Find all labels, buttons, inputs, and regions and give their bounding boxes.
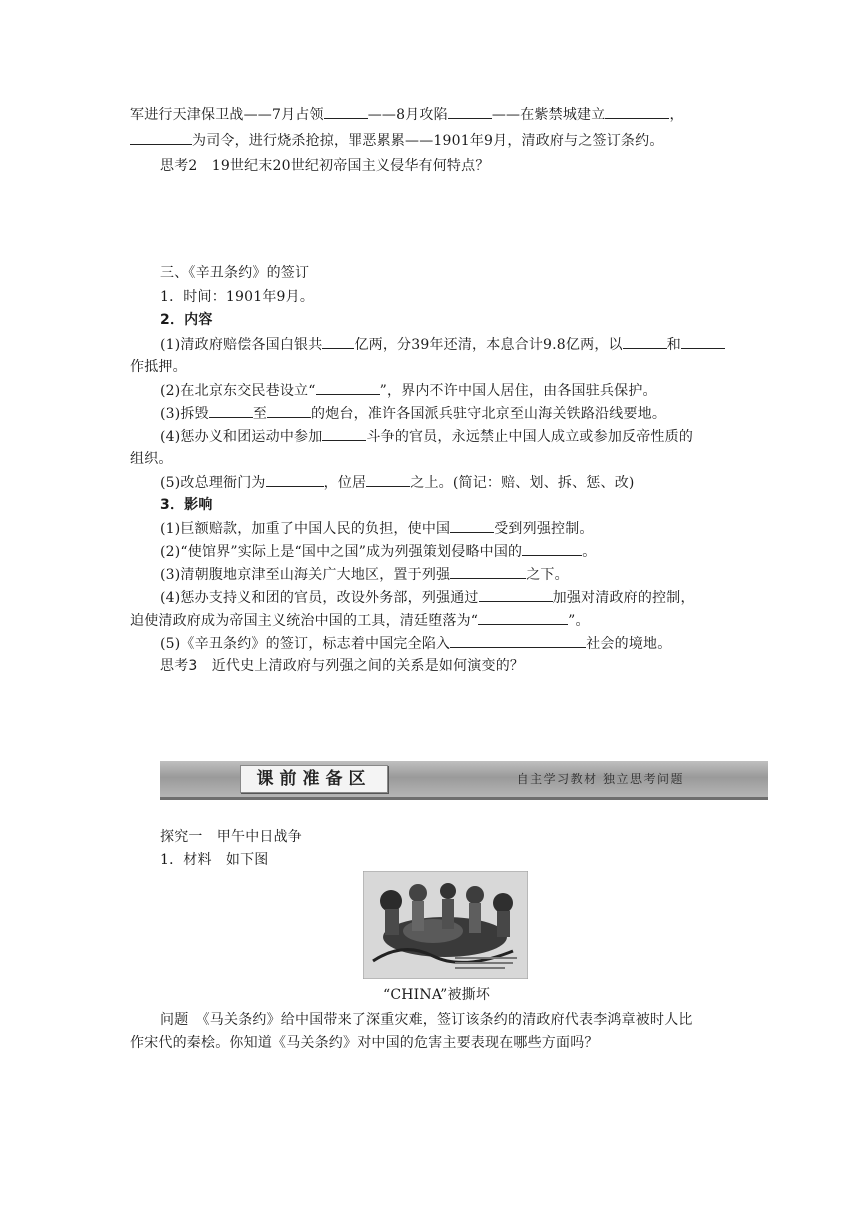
text-line xyxy=(160,564,569,585)
text-segment: 。 xyxy=(582,544,597,560)
subheading: 2．内容 xyxy=(160,312,213,328)
china-torn-cartoon-image xyxy=(363,871,528,979)
think-question-2: 思考2 19世纪末20世纪初帝国主义侵华有何特点？ xyxy=(160,158,490,174)
fill-blank xyxy=(209,403,253,418)
text-line xyxy=(160,380,657,401)
text-segment: (4)惩办义和团运动中参加 xyxy=(160,429,323,445)
fill-blank xyxy=(324,104,368,119)
text-line: 组织。 xyxy=(130,451,173,467)
text-segment: (5)《辛丑条约》的签订，标志着中国完全陷入 xyxy=(160,636,451,652)
text-segment: 受到列强控制。 xyxy=(494,521,594,537)
text-line xyxy=(160,403,666,424)
text-segment: (2)在北京东交民巷设立“ xyxy=(160,383,316,399)
fill-blank xyxy=(450,518,494,533)
fill-blank xyxy=(605,104,669,119)
text-line: 1．材料 如下图 xyxy=(160,852,269,868)
text-line xyxy=(130,610,590,631)
text-line xyxy=(160,541,596,562)
text-segment: 之上。(简记：赔、划、拆、惩、改) xyxy=(410,475,635,491)
text-line xyxy=(160,633,671,654)
fill-blank xyxy=(623,334,667,349)
text-segment: (5)改总理衙门为 xyxy=(160,475,266,491)
text-segment: 和 xyxy=(666,337,681,353)
text-segment: 亿两，分39年还清，本息合计9.8亿两，以 xyxy=(354,337,623,353)
text-segment: (1)巨额赔款，加重了中国人民的负担，使中国 xyxy=(160,521,451,537)
text-line xyxy=(160,518,594,539)
text-segment: ——8月攻陷 xyxy=(367,107,448,123)
text-segment: ”，界内不许中国人居住，由各国驻兵保护。 xyxy=(379,383,657,399)
text-line xyxy=(130,130,664,151)
text-segment: 之下。 xyxy=(526,567,569,583)
fill-blank xyxy=(522,541,582,556)
fill-blank xyxy=(478,610,568,625)
fill-blank xyxy=(266,472,324,487)
text-line: 作抵押。 xyxy=(130,359,187,375)
text-line xyxy=(160,587,695,608)
text-segment: 斗争的官员，永远禁止中国人成立或参加反帝性质的 xyxy=(366,429,694,445)
text-segment: 的炮台，准许各国派兵驻守北京至山海关铁路沿线要地。 xyxy=(311,406,667,422)
banner-subtitle: 自主学习教材 独立思考问题 xyxy=(516,772,684,786)
text-line xyxy=(160,472,635,493)
text-segment: ”。 xyxy=(568,613,590,629)
subheading: 3．影响 xyxy=(160,497,213,513)
section-heading: 三、《辛丑条约》的签订 xyxy=(160,265,310,281)
banner-tab-label: 课前准备区 xyxy=(240,765,388,793)
section-banner xyxy=(160,761,768,800)
text-line: 1．时间：1901年9月。 xyxy=(160,289,315,305)
fill-blank xyxy=(322,426,366,441)
fill-blank xyxy=(267,403,311,418)
text-segment: 迫使清政府成为帝国主义统治中国的工具，清廷堕落为“ xyxy=(130,613,479,629)
text-segment: (3)拆毁 xyxy=(160,406,209,422)
text-line xyxy=(130,104,684,125)
fill-blank xyxy=(681,334,725,349)
fill-blank xyxy=(448,104,492,119)
fill-blank xyxy=(130,130,192,145)
text-segment: 加强对清政府的控制， xyxy=(552,590,695,606)
fill-blank xyxy=(479,587,553,602)
text-segment: (4)惩办支持义和团的官员，改设外务部，列强通过 xyxy=(160,590,479,606)
text-segment: ——在紫禁城建立 xyxy=(491,107,606,123)
text-segment: (3)清朝腹地京津至山海关广大地区，置于列强 xyxy=(160,567,451,583)
text-segment: 至 xyxy=(252,406,268,422)
text-segment: ， xyxy=(669,107,684,123)
fill-blank xyxy=(366,472,410,487)
text-segment: (2)“使馆界”实际上是“国中之国”成为列强策划侵略中国的 xyxy=(160,544,523,560)
text-line xyxy=(160,334,725,355)
fill-blank xyxy=(322,334,354,349)
text-line: 问题 《马关条约》给中国带来了深重灾难，签订该条约的清政府代表李鸿章被时人比 xyxy=(160,1012,693,1028)
fill-blank xyxy=(450,633,586,648)
figure-caption: “CHINA”被撕坏 xyxy=(383,987,491,1003)
text-segment: 社会的境地。 xyxy=(586,636,672,652)
text-line xyxy=(160,426,693,447)
text-segment: (1)清政府赔偿各国白银共 xyxy=(160,337,323,353)
think-question-3: 思考3 近代史上清政府与列强之间的关系是如何演变的？ xyxy=(160,658,525,674)
explore-heading: 探究一 甲午中日战争 xyxy=(160,829,302,845)
text-line: 作宋代的秦桧。你知道《马关条约》对中国的危害主要表现在哪些方面吗？ xyxy=(130,1035,599,1051)
fill-blank xyxy=(450,564,526,579)
text-segment: 为司令，进行烧杀抢掠，罪恶累累——1901年9月，清政府与之签订条约。 xyxy=(192,133,664,149)
text-segment: 军进行天津保卫战——7月占领 xyxy=(130,107,324,123)
text-segment: ，位居 xyxy=(323,475,367,491)
fill-blank xyxy=(316,380,380,395)
